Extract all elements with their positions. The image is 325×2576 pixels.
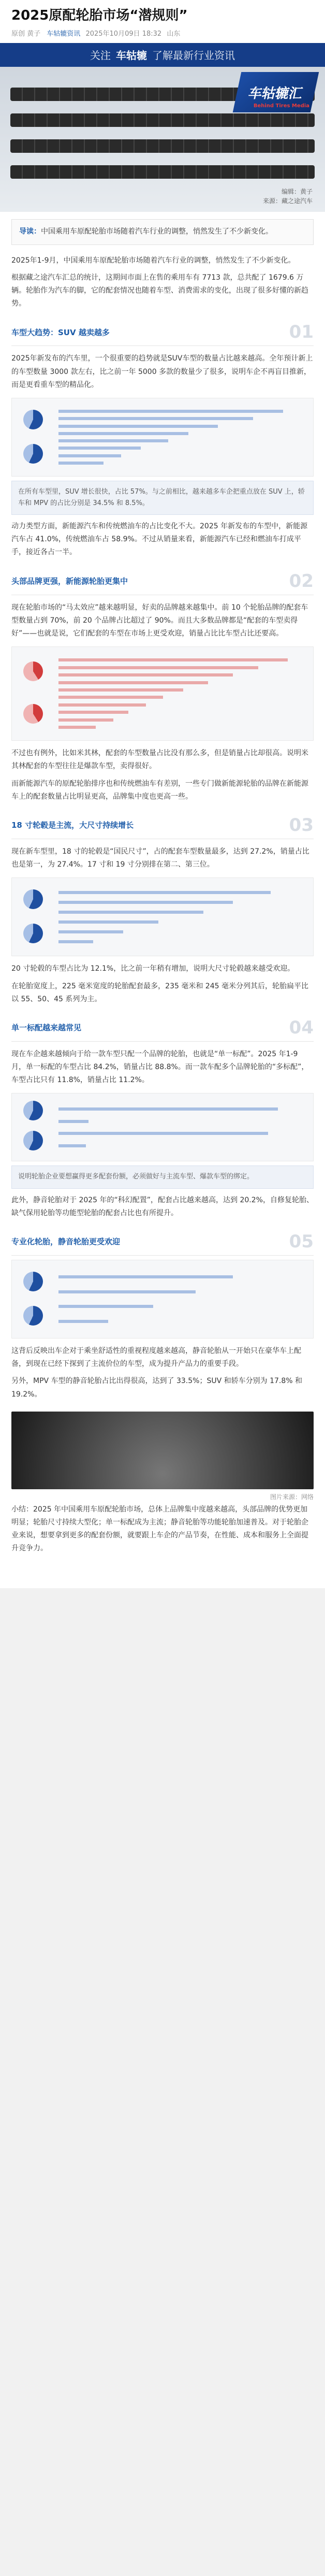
- bar-list: [58, 887, 308, 946]
- paragraph: 这背后反映出车企对于乘坐舒适性的重视程度越来越高，静音轮胎从一开始只在豪华车上配备，到现在已经下探到了主流价位的车型，成为提升产品力的重要手段。: [11, 1346, 301, 1369]
- bar-list: [58, 1270, 308, 1329]
- article-meta: [0, 28, 325, 43]
- paragraph: 在轮胎宽度上，225 毫米宽度的轮胎配套最多，235 毫米和 245 毫米分列其后，轮胎扁平比以 55、50、45 系列为主。: [11, 982, 308, 1003]
- section-number: 02: [289, 570, 314, 592]
- hero-image: [0, 67, 325, 212]
- hero-caption: [263, 187, 313, 206]
- hero-editor: 编辑：黄子: [281, 188, 313, 195]
- paragraph: 此外，静音轮胎对于 2025 年的“科幻配置”，配套占比越来越高，达到 20.2%，自修复轮胎、缺气保用轮胎等功能型轮胎的配套占比也有所提升。: [11, 1196, 314, 1217]
- banner-slogan: 了解最新行业资讯: [152, 49, 235, 62]
- note-box: 在所有车型里，SUV 增长很快，占比 57%。与之前相比，越来越多车企把重点放在 SUV 上，轿车和 MPV 的占比分别是 34.5% 和 8.5%。: [11, 481, 314, 515]
- donut-chart: [23, 444, 43, 464]
- tire-shelf: [10, 139, 315, 153]
- follow-banner[interactable]: [0, 43, 325, 67]
- article-title: 2025原配轮胎市场“潜规则”: [11, 8, 188, 23]
- paragraph: 而新能源汽车的原配轮胎排序也和传统燃油车有差别，一些专门做新能源轮胎的品牌在新能源车上的配套数量占比明显更高，品牌集中度也更高一些。: [11, 779, 308, 801]
- section-title: 专业化轮胎，静音轮胎更受欢迎: [11, 1237, 121, 1247]
- section-header: [11, 322, 314, 346]
- chart-image: [11, 398, 314, 477]
- section-header: [11, 571, 314, 595]
- bar-list: [58, 408, 308, 467]
- lead-box: [11, 219, 314, 245]
- section-title: 车型大趋势：SUV 越卖越多: [11, 327, 110, 337]
- media-logo: 车轱辘汇: [233, 72, 319, 112]
- section-header: [11, 1231, 314, 1256]
- bar-list: [58, 1103, 308, 1152]
- paragraph: 另外，MPV 车型的静音轮胎占比出得很高，达到了 33.5%；SUV 和轿车分别为 17.8% 和 19.2%。: [11, 1377, 303, 1399]
- paragraph: 2025年1-9月，中国乘用车原配轮胎市场随着汽车行业的调整，悄然发生了不少新变化。: [11, 256, 296, 265]
- lead-text: 中国乘用车原配轮胎市场随着汽车行业的调整，悄然发生了不少新变化。: [41, 227, 273, 236]
- location: 山东: [167, 30, 181, 38]
- paragraph: 根据藏之途汽车汇总的统计，这期间市面上在售的乘用车有 7713 款，总共配了 1679.6 万辆。轮胎作为汽车的脚，它的配套情况也随着车型、消费需求的变化，出现了很多好懂的新趋势。: [11, 273, 308, 308]
- tire-closeup-image: [11, 1412, 314, 1489]
- section-title: 头部品牌更强，新能源轮胎更集中: [11, 577, 128, 586]
- section-header: [11, 815, 314, 839]
- section-number: 01: [289, 322, 314, 343]
- paragraph: 现在车企越来越倾向于给一款车型只配一个品牌的轮胎，也就是“单一标配”。2025 年1-9 月，单一标配的车型占比 84.2%，销量占比 88.8%。而一款车配多个品牌轮胎的“多标配”，车型占比只有 11.8%，销量占比 11.2%。: [11, 1049, 309, 1085]
- tire-shelf: [10, 165, 315, 179]
- lead-tag: 导读：: [19, 227, 41, 236]
- section-number: 05: [289, 1231, 314, 1252]
- donut-chart: [23, 661, 43, 681]
- banner-prefix: 关注: [90, 49, 111, 62]
- donut-chart: [23, 1131, 43, 1150]
- note-box: 说明轮胎企业要想赢得更多配套份额，必须做好与主流车型、爆款车型的绑定。: [11, 1165, 314, 1188]
- chart-image: [11, 877, 314, 956]
- chart-image: [11, 646, 314, 741]
- donut-chart: [23, 410, 43, 429]
- paragraph: 动力类型方面，新能源汽车和传统燃油车的占比变化不大。2025 年新发布的车型中，新能源汽车占 41.0%，传统燃油车占 58.9%。不过从销量来看，新能源汽车已经和燃油车打成平手，接近各占一半。: [11, 522, 308, 557]
- section-title: 18 寸轮毂是主流，大尺寸持续增长: [11, 821, 134, 830]
- banner-brand: 车轱辘: [116, 49, 147, 62]
- donut-chart: [23, 1272, 43, 1291]
- paragraph: 2025年新发布的汽车里，一个很重要的趋势就是SUV车型的数量占比越来越高。全年预计新上的车型数量 3000 款左右，比之前一年 5000 多款的数量少了很多，说明车企不再盲目推新，而是更看重车型的精品化。: [11, 354, 313, 389]
- donut-chart: [23, 704, 43, 724]
- paragraph: 不过也有例外，比如米其林，配套的车型数量占比没有那么多，但是销量占比却很高。说明米其林配套的车型往往是爆款车型，卖得很好。: [11, 749, 308, 771]
- donut-chart: [23, 1101, 43, 1120]
- paragraph: 20 寸轮毂的车型占比为 12.1%，比之前一年稍有增加，说明大尺寸轮毂越来越受欢迎。: [11, 965, 295, 973]
- footer-caption: 图片来源：网络: [270, 1493, 314, 1501]
- paragraph: 现在新车型里，18 寸的轮毂是“国民尺寸”，占的配套车型数量最多，达到 27.2%，销量占比也是第一，为 27.4%。17 寸和 19 寸分别排在第二、第三位。: [11, 847, 309, 869]
- section-title: 单一标配越来越常见: [11, 1023, 82, 1033]
- media-logo-sub: Behind Tires Media: [253, 103, 309, 109]
- account-link[interactable]: 车轱辘资讯: [47, 30, 81, 38]
- section-number: 04: [289, 1017, 314, 1038]
- chart-image: [11, 1260, 314, 1339]
- date: 2025年10月09日 18:32: [85, 30, 162, 38]
- donut-chart: [23, 889, 43, 909]
- author: 原创 黄子: [11, 30, 41, 38]
- chart-image: [11, 1093, 314, 1161]
- tire-shelf: [10, 113, 315, 127]
- section-header: [11, 1017, 314, 1042]
- donut-chart: [23, 1306, 43, 1326]
- donut-chart: [23, 924, 43, 943]
- paragraph: 小结：2025 年中国乘用车原配轮胎市场，总体上品牌集中度越来越高，头部品牌的优势更加明显；轮胎尺寸持续大型化；单一标配成为主流；静音轮胎等功能轮胎加速普及。对于轮胎企业来说，想要拿到更多的配套份额，就要跟上车企的产品节奏，在性能、成本和服务上全面提升竞争力。: [11, 1505, 308, 1553]
- section-number: 03: [289, 814, 314, 836]
- paragraph: 现在轮胎市场的“马太效应”越来越明显，好卖的品牌越来越集中。前 10 个轮胎品牌的配套车型数量占到 70%，前 20 个品牌占比超过了 90%。而且大多数品牌都是“配套的车型卖得好”——也就是说，它们配套的车型在市场上更受欢迎，销量占比比车型占比还要高。: [11, 603, 308, 638]
- bar-list: [58, 656, 308, 731]
- hero-source: 来源：藏之途汽车: [262, 197, 313, 205]
